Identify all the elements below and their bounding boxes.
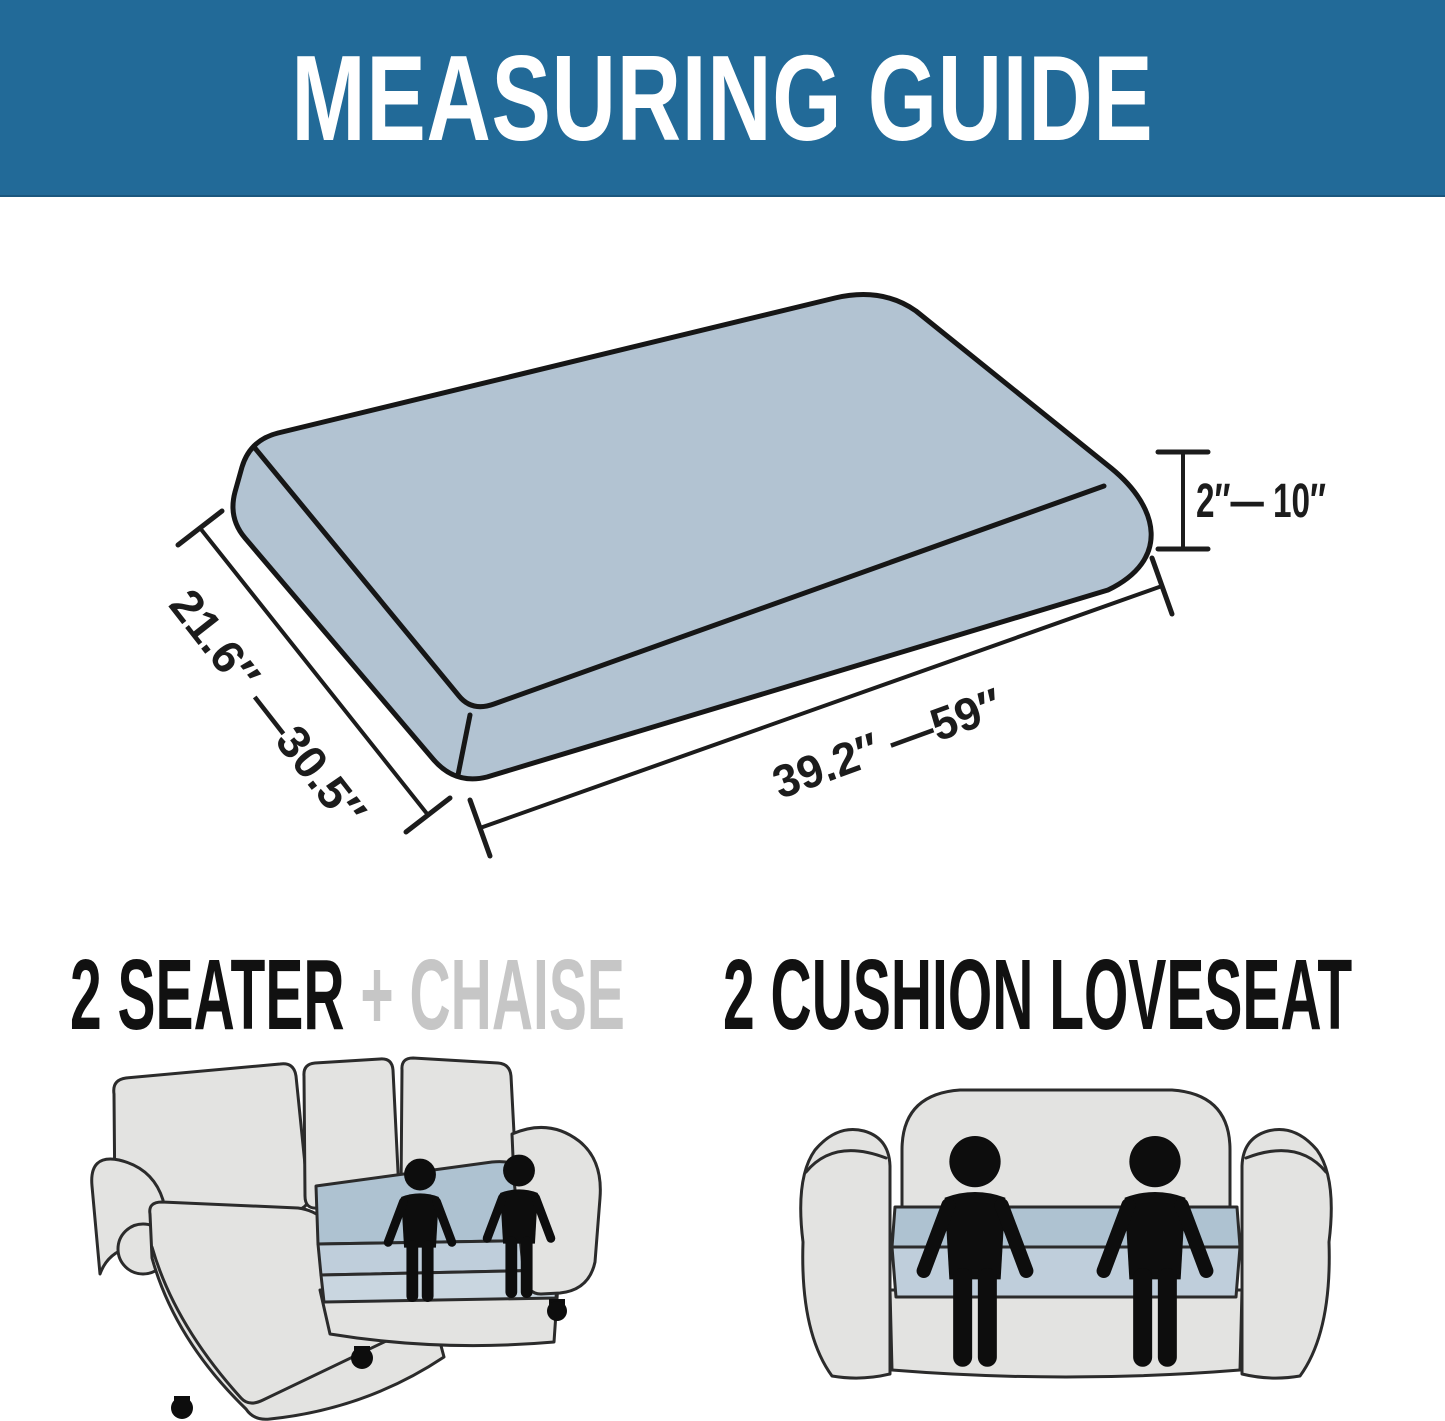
- sectional-sofa-illustration: [92, 1058, 601, 1419]
- loveseat-left-arm: [801, 1130, 890, 1379]
- thickness-dimension-label: 2″— 10″: [1196, 475, 1327, 528]
- thickness-dimension: [1158, 452, 1326, 549]
- page-title: MEASURING GUIDE: [291, 29, 1154, 166]
- cushion-diagram: [0, 196, 1445, 940]
- option-loveseat-text: 2 CUSHION LOVESEAT: [723, 939, 1353, 1051]
- header-banner: [0, 0, 1445, 197]
- option-label-2-cushion-loveseat: [723, 939, 1445, 1051]
- option-chaise-text: CHAISE: [409, 939, 625, 1051]
- option-2-seater-text: 2 SEATER: [70, 939, 345, 1051]
- depth-tick-end: [406, 798, 450, 832]
- width-dimension-label: 39.2″ —59″: [765, 676, 1013, 809]
- loveseat-cushion-front: [892, 1247, 1240, 1297]
- loveseat-base: [890, 1290, 1242, 1377]
- depth-tick-start: [178, 511, 222, 545]
- width-tick-end: [1152, 558, 1172, 614]
- loveseat-right-arm: [1242, 1130, 1331, 1379]
- depth-dimension-label: 21.6″ —30.5″: [159, 579, 375, 834]
- width-tick-start: [470, 800, 490, 856]
- cushion-body: [233, 295, 1151, 779]
- loveseat-illustration: [801, 1090, 1332, 1378]
- option-plus-text: +: [360, 939, 394, 1051]
- sofa-illustrations: [0, 1040, 1445, 1421]
- cushion-illustration: [233, 295, 1151, 779]
